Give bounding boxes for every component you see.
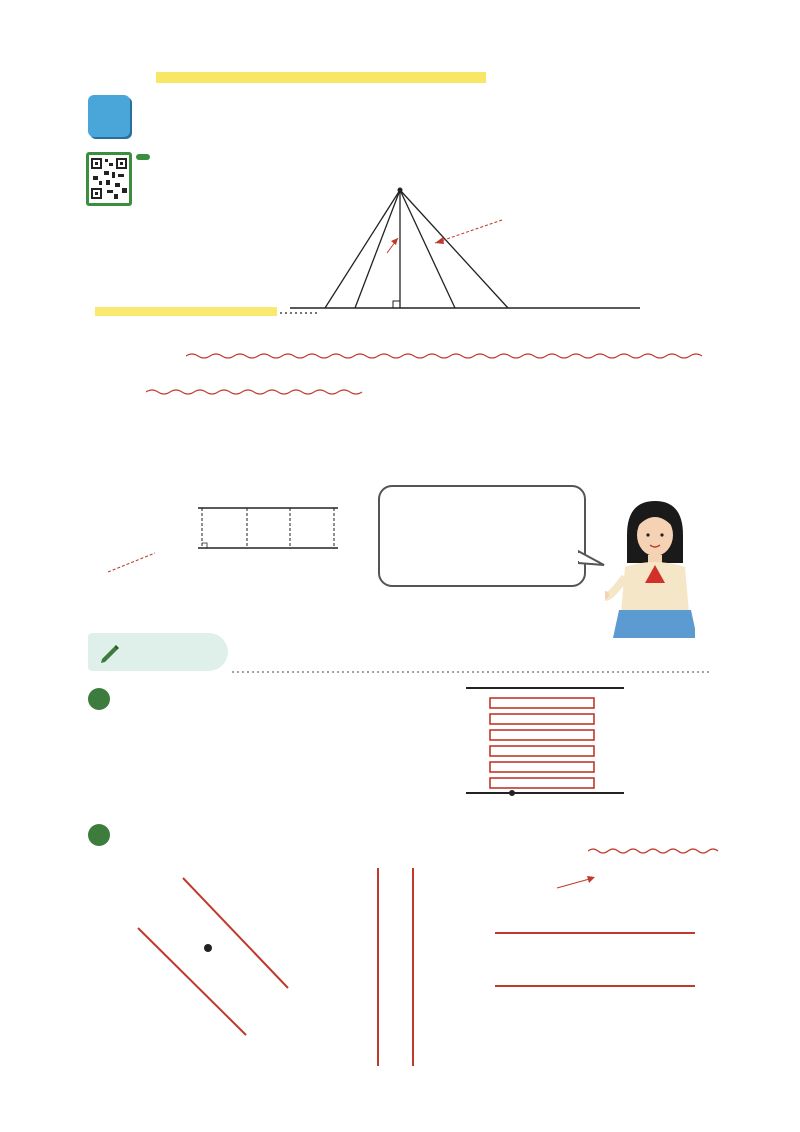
crosswalk-stripe (490, 762, 594, 772)
definition-dots (280, 310, 320, 316)
crosswalk-diagram (460, 680, 630, 808)
teacher-illustration (605, 495, 695, 640)
speech-bubble (378, 485, 586, 587)
item2-underline (588, 846, 720, 856)
right-angle-mark (393, 301, 400, 308)
feathered-lines-figure (360, 868, 430, 1068)
crosswalk-stripe (490, 714, 594, 724)
definition-highlight (95, 307, 277, 316)
pencil-icon (98, 641, 120, 663)
crosswalk-stripe (490, 746, 594, 756)
radial-lines-figure (128, 870, 298, 1040)
segment (400, 190, 508, 308)
definition-underline-2 (146, 388, 368, 396)
parallel-note-arrow (100, 548, 160, 576)
topic-highlight (156, 72, 486, 83)
note-arrow (435, 220, 502, 243)
point-to-line-diagram (280, 165, 720, 325)
diamond-figure (495, 890, 705, 1020)
example-number-badge (88, 95, 130, 137)
practice-divider (232, 670, 712, 674)
line-a (138, 928, 246, 1035)
point-a-dot (398, 188, 403, 193)
qr-code-icon[interactable] (86, 152, 132, 206)
crosswalk-stripe (490, 730, 594, 740)
speech-tail (578, 545, 608, 575)
point-a-dot (509, 790, 515, 796)
segment (325, 190, 400, 308)
fig3-note-arrow (555, 870, 605, 892)
qr-label (136, 154, 150, 160)
segment (400, 190, 455, 308)
crosswalk-stripe (490, 778, 594, 788)
line-b (183, 878, 288, 988)
item2-number (88, 824, 110, 846)
definition-underline (186, 352, 716, 392)
item1-number (88, 688, 110, 710)
parallel-lines-diagram (150, 500, 350, 555)
crosswalk-stripe (490, 698, 594, 708)
